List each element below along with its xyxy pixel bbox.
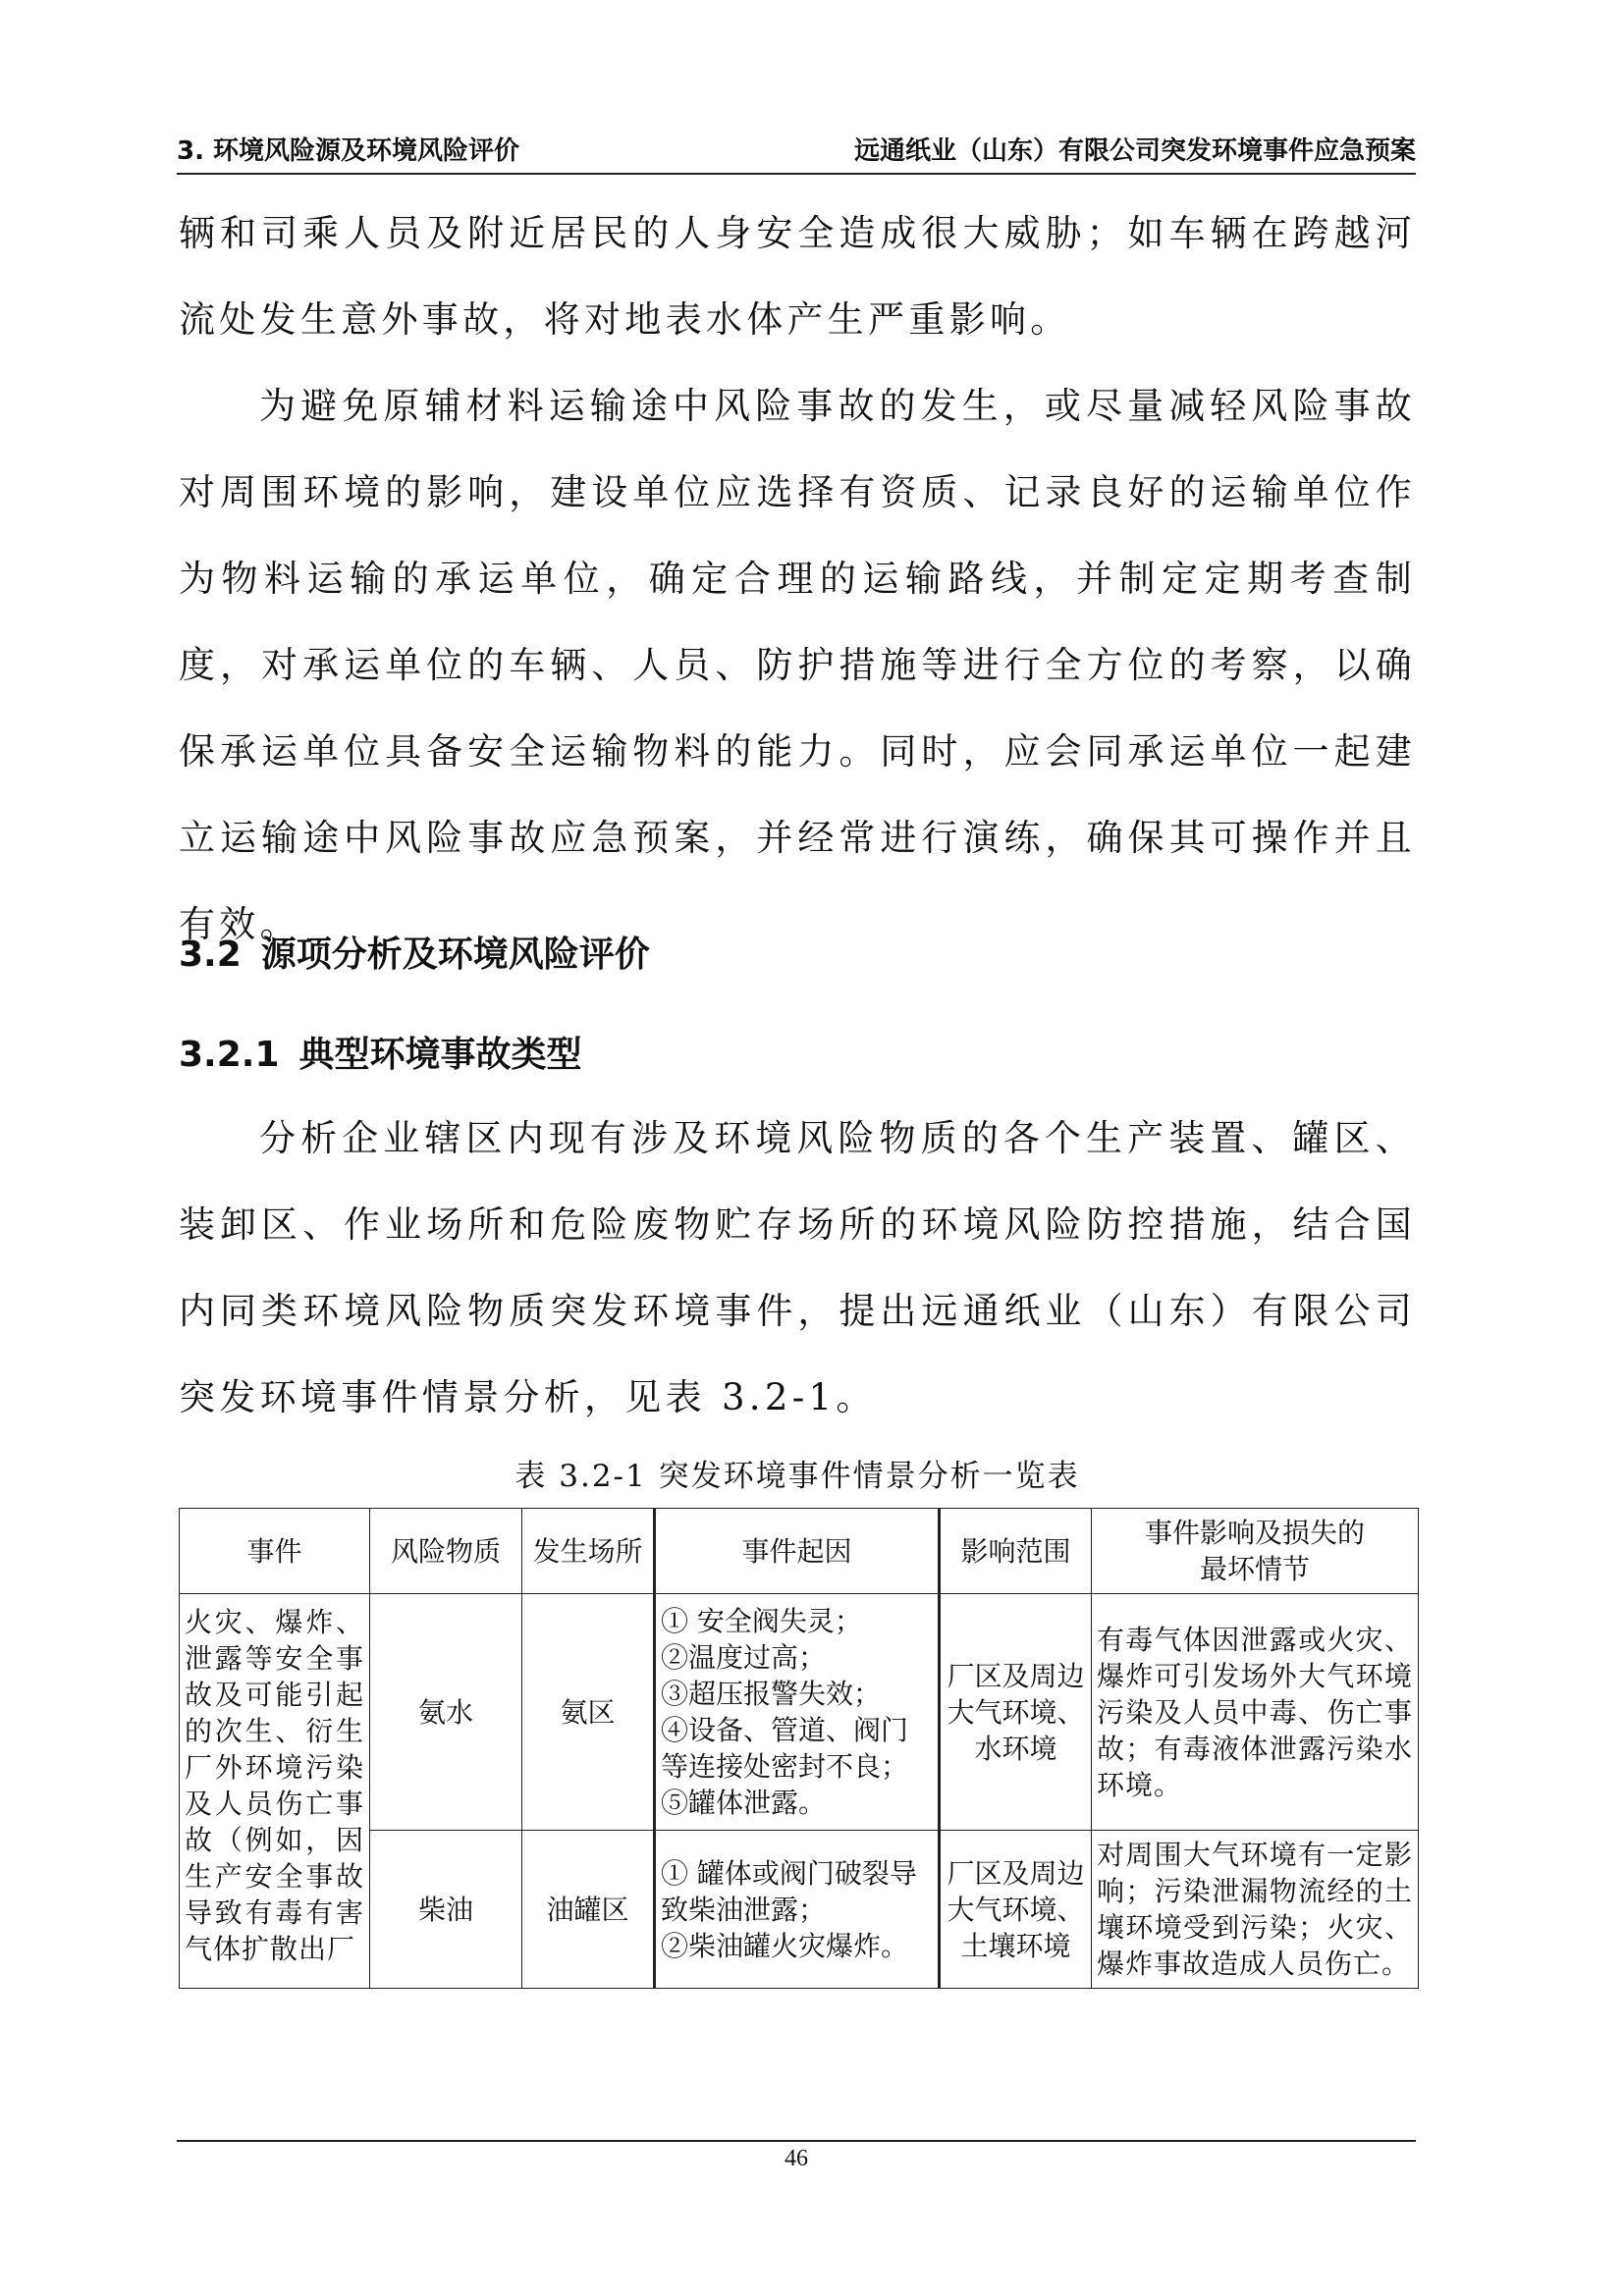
table-row xyxy=(180,1594,1419,1831)
cause-cell xyxy=(655,1594,940,1831)
header-event: 事件 xyxy=(180,1509,370,1594)
section-heading-3-2-1 xyxy=(179,1027,582,1077)
header-worst-line2: 最坏情节 xyxy=(1199,1553,1310,1585)
section-title: 源项分析及环境风险评价 xyxy=(260,934,650,975)
cause-item: ① 罐体或阀门破裂导致柴油泄露； xyxy=(661,1856,917,1926)
cause-item: ③超压报警失效； xyxy=(661,1678,882,1710)
location-cell: 油罐区 xyxy=(522,1831,655,1989)
subsection-title: 典型环境事故类型 xyxy=(298,1035,582,1075)
cause-item: ① 安全阀失灵； xyxy=(661,1605,862,1637)
scope-cell: 厂区及周边大气环境、土壤环境 xyxy=(940,1831,1092,1989)
table-caption: 表 3.2-1 突发环境事件情景分析一览表 xyxy=(514,1459,1080,1494)
paragraph-scenario-analysis: 分析企业辖区内现有涉及环境风险物质的各个生产装置、罐区、装卸区、作业场所和危险废物贮存场所的环境风险防控措施，结合国内同类环境风险物质突发环境事件，提出远通纸业（山东）有限公司突发环境事件情景分析，见表 3.2-1。 xyxy=(179,1117,1416,1418)
worst-case-cell: 对周围大气环境有一定影响；污染泄漏物流经的土壤环境受到污染；火灾、爆炸事故造成人员伤亡。 xyxy=(1092,1831,1419,1989)
header-section-title: 3. 环境风险源及环境风险评价 xyxy=(177,136,520,166)
cause-item: ②柴油罐火灾爆炸。 xyxy=(661,1929,909,1962)
header-worst-case xyxy=(1092,1509,1419,1594)
substance-cell: 柴油 xyxy=(370,1831,522,1989)
header-scope: 影响范围 xyxy=(940,1509,1092,1594)
scenario-table xyxy=(179,1508,1419,1989)
header-document-title: 远通纸业（山东）有限公司突发环境事件应急预案 xyxy=(853,136,1416,166)
scope-cell: 厂区及周边大气环境、水环境 xyxy=(940,1594,1092,1831)
cause-item: ④设备、管道、阀门等连接处密封不良； xyxy=(661,1714,909,1783)
event-cell: 火灾、爆炸、泄露等安全事故及可能引起的次生、衍生厂外环境污染及人员伤亡事故（例如，因生产安全事故导致有毒有害气体扩散出厂 xyxy=(180,1594,370,1989)
cause-item: ②温度过高； xyxy=(661,1641,827,1674)
page-number: 46 xyxy=(785,2146,808,2171)
cause-item: ⑤罐体泄露。 xyxy=(661,1787,827,1819)
table-header-row xyxy=(180,1509,1419,1594)
substance-cell: 氨水 xyxy=(370,1594,522,1831)
page-header xyxy=(177,133,1416,175)
header-cause: 事件起因 xyxy=(655,1509,940,1594)
section-number: 3.2 xyxy=(179,934,242,975)
location-cell: 氨区 xyxy=(522,1594,655,1831)
subsection-number: 3.2.1 xyxy=(179,1035,280,1075)
header-location: 发生场所 xyxy=(522,1509,655,1594)
header-substance: 风险物质 xyxy=(370,1509,522,1594)
header-worst-line1: 事件影响及损失的 xyxy=(1144,1517,1365,1549)
worst-case-cell: 有毒气体因泄露或火灾、爆炸可引发场外大气环境污染及人员中毒、伤亡事故；有毒液体泄露污染水环境。 xyxy=(1092,1594,1419,1831)
footer-rule xyxy=(177,2140,1416,2142)
paragraph-transport-measures: 为避免原辅材料运输途中风险事故的发生，或尽量减轻风险事故对周围环境的影响，建设单位应选择有资质、记录良好的运输单位作为物料运输的承运单位，确定合理的运输路线，并制定定期考查制度，对承运单位的车辆、人员、防护措施等进行全方位的考察，以确保承运单位具备安全运输物料的能力。同时，应会同承运单位一起建立运输途中风险事故应急预案，并经常进行演练，确保其可操作并且有效。 xyxy=(179,385,1416,945)
cause-cell xyxy=(655,1831,940,1989)
section-heading-3-2 xyxy=(179,927,650,977)
paragraph-transport-risk: 辆和司乘人员及附近居民的人身安全造成很大威胁；如车辆在跨越河流处发生意外事故，将对地表水体产生严重影响。 xyxy=(179,212,1416,341)
